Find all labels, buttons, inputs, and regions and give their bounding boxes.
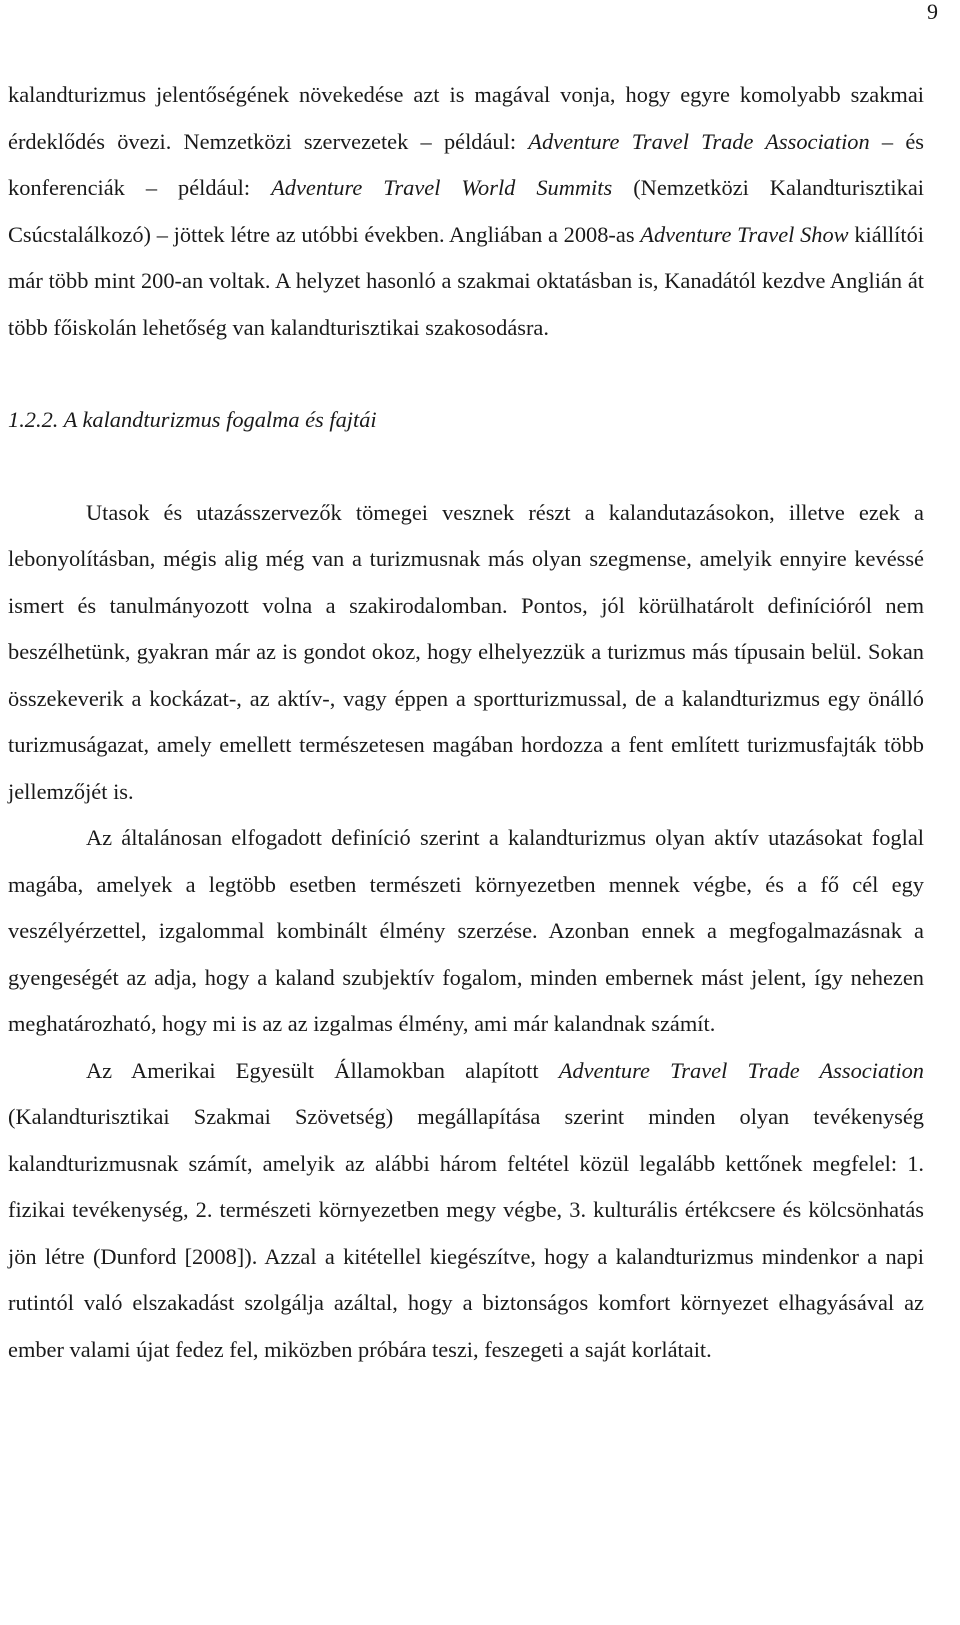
text-run: – és konferenciák – például: <box>8 128 924 200</box>
text-run: kiállítói már több mint 200-an voltak. A helyzet hasonló a szakmai oktatásban is, Kanadától kezdve Anglián át több főiskolán lehetőség van kalandturisztikai szakosodásra. <box>8 221 924 340</box>
text-run: (Nemzetközi Kalandturisztikai Csúcstalálkozó) – jöttek létre az utóbbi években. Angliában a 2008-as <box>8 175 924 247</box>
document-body <box>8 72 924 1373</box>
text-run: (Kalandturisztikai Szakmai Szövetség) megállapítása szerint minden olyan tevékenység kalandturizmusnak számít, amelyik az alábbi három feltétel közül legalább kettőnek megfelel: 1. fizikai tevékenység, 2. természeti környezetben megy végbe, 3. kulturális értékcsere és kölcsönhatás jön létre (Dunford [2008]). Azzal a kitétellel kiegészítve, hogy a kalandturizmus mindenkor a napi rutintól való elszakadást szolgálja azáltal, hogy a biztonságos komfort környezet elhagyásával az ember valami újat fedez fel, miközben próbára teszi, feszegeti a saját korlátait. <box>8 1104 924 1362</box>
organization-name-italic: Adventure Travel Trade Association <box>528 128 870 154</box>
event-name-italic: Adventure Travel World Summits <box>271 175 613 200</box>
organization-name-italic: Adventure Travel Trade Association <box>558 1057 924 1083</box>
page-number: 9 <box>927 0 938 24</box>
paragraph-intro-continuation <box>8 72 924 351</box>
text-run: Az Amerikai Egyesült Államokban alapított <box>86 1057 559 1083</box>
paragraph-definition-issues: Utasok és utazásszervezők tömegei vesznek részt a kalandutazásokon, illetve ezek a lebonyolításban, mégis alig még van a turizmusnak más olyan szegmense, amelyik ennyire kevéssé ismert és tanulmányozott volna a szakirodalomban. Pontos, jól körülhatárolt definícióról nem beszélhetünk, gyakran már az is gondot okoz, hogy elhelyezzük a turizmus más típusain belül. Sokan összekeverik a kockázat-, az aktív-, vagy éppen a sportturizmussal, de a kalandturizmus egy önálló turizmuságazat, amely emellett természetesen magában hordozza a fent említett turizmusfajták több jellemzőjét is. <box>8 499 924 804</box>
paragraph-association-definition <box>8 1048 924 1374</box>
paragraph-general-definition: Az általánosan elfogadott definíció szerint a kalandturizmus olyan aktív utazásokat foglal magába, amelyek a legtöbb esetben természeti környezetben mennek végbe, és a fő cél egy veszélyérzettel, izgalommal kombinált élmény szerzése. Azonban ennek a megfogalmazásnak a gyengeségét az adja, hogy a kaland szubjektív fogalom, minden embernek mást jelent, így nehezen meghatározható, hogy mi is az az izgalmas élmény, ami már kalandnak számít. <box>8 825 924 1036</box>
section-heading: 1.2.2. A kalandturizmus fogalma és fajtái <box>8 407 377 432</box>
event-name-italic: Adventure Travel Show <box>640 221 849 247</box>
text-run: kalandturizmus jelentőségének növekedése azt is magával vonja, hogy egyre komolyabb szakmai érdeklődés övezi. Nemzetközi szervezetek – például: <box>8 82 924 154</box>
